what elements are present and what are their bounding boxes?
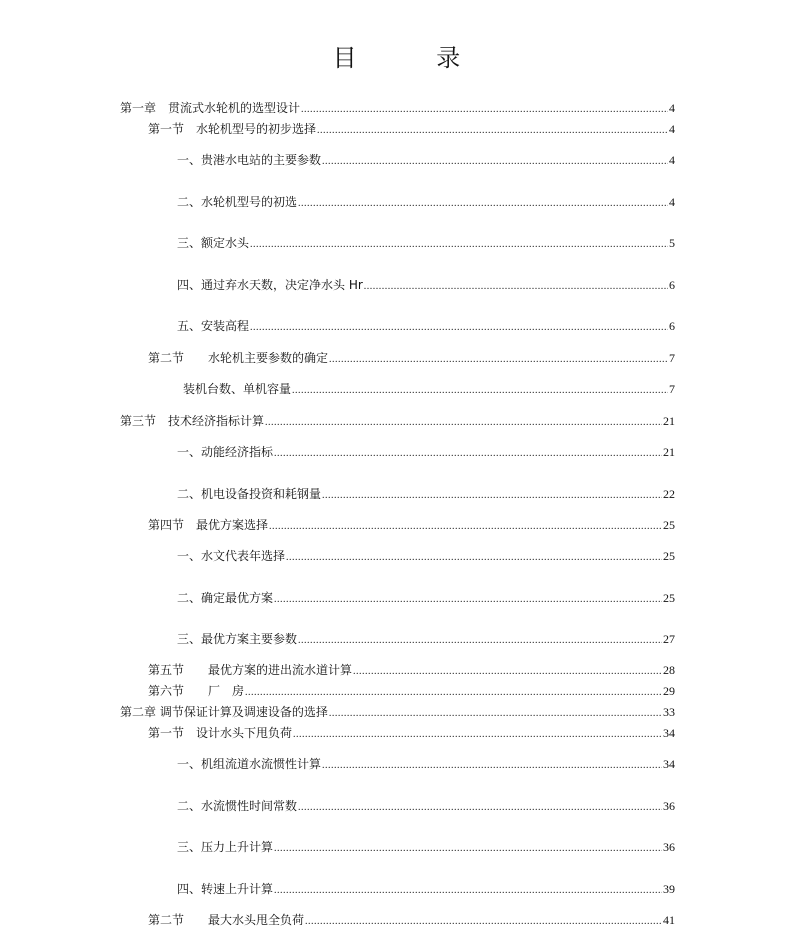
toc-entry-label: 第一节 水轮机型号的初步选择	[148, 122, 317, 136]
toc-page-number: 34	[663, 726, 675, 740]
toc-entry-subsection[interactable]	[177, 548, 675, 564]
toc-page-number: 27	[663, 632, 675, 646]
dot-leader	[364, 279, 668, 295]
toc-page-number: 36	[663, 799, 675, 813]
dot-leader	[293, 727, 662, 743]
toc-entry-subsection[interactable]	[177, 798, 675, 814]
toc-entry-label: 第一节 设计水头下甩负荷	[148, 726, 293, 740]
toc-entry-section[interactable]	[148, 725, 675, 741]
dot-leader	[329, 706, 662, 722]
toc-entry-subsection[interactable]	[177, 152, 675, 168]
toc-entry-subsection[interactable]	[177, 194, 675, 210]
dot-leader	[322, 154, 668, 170]
toc-entry-subsection[interactable]	[177, 318, 675, 334]
dot-leader	[265, 415, 662, 431]
toc-page-number: 25	[663, 518, 675, 532]
toc-page-number: 4	[669, 101, 675, 115]
toc-page-number: 22	[663, 487, 675, 501]
toc-page-number: 7	[669, 351, 675, 365]
toc-entry-label: 一、贵港水电站的主要参数	[177, 153, 322, 167]
toc-page-number: 4	[669, 122, 675, 136]
toc-entry-label: 四、通过弃水天数，决定净水头 Hr	[177, 278, 363, 292]
toc-entry-label: 四、转速上升计算	[177, 882, 274, 896]
toc-entry-section[interactable]	[148, 912, 675, 928]
toc-entry-label: 第一章 贯流式水轮机的选型设计	[120, 101, 301, 115]
dot-leader	[286, 550, 662, 566]
toc-entry-label: 第四节 最优方案选择	[148, 518, 269, 532]
toc-page-number: 21	[663, 445, 675, 459]
toc-entry-label: 二、机电设备投资和耗钢量	[177, 487, 322, 501]
toc-entry-label: 二、水流惯性时间常数	[177, 799, 298, 813]
toc-page-number: 33	[663, 705, 675, 719]
dot-leader	[317, 123, 668, 139]
toc-entry-label: 第二节 最大水头甩全负荷	[148, 913, 305, 927]
toc-entry-label: 二、确定最优方案	[177, 591, 274, 605]
toc-page-number: 39	[663, 882, 675, 896]
dot-leader	[301, 102, 668, 118]
toc-entry-label: 第五节 最优方案的进出流水道计算	[148, 663, 353, 677]
toc-entry-label: 五、安装高程	[177, 319, 250, 333]
toc-entry-label: 装机台数、单机容量	[183, 382, 292, 396]
toc-page-number: 21	[663, 414, 675, 428]
dot-leader	[274, 446, 662, 462]
toc-page-number: 36	[663, 840, 675, 854]
dot-leader	[322, 488, 662, 504]
page-title: 目 录	[332, 44, 497, 72]
dot-leader	[274, 841, 662, 857]
toc-entry-label: 三、压力上升计算	[177, 840, 274, 854]
toc-entry-subsection[interactable]	[183, 381, 675, 397]
toc-entry-section[interactable]	[120, 413, 675, 429]
toc-entry-subsection[interactable]	[177, 444, 675, 460]
toc-entry-subsection[interactable]	[177, 590, 675, 606]
toc-entry-section[interactable]	[148, 350, 675, 366]
toc-page-number: 6	[669, 278, 675, 292]
dot-leader	[298, 633, 662, 649]
toc-entry-section[interactable]	[148, 683, 675, 699]
toc-entry-label: 第三节 技术经济指标计算	[120, 414, 265, 428]
toc-entry-label: 三、最优方案主要参数	[177, 632, 298, 646]
toc-page-number: 41	[663, 913, 675, 927]
dot-leader	[298, 196, 668, 212]
toc-entry-section[interactable]	[148, 517, 675, 533]
toc-page-number: 28	[663, 663, 675, 677]
toc-page-number: 25	[663, 591, 675, 605]
toc-entry-label: 第二章 调节保证计算及调速设备的选择	[120, 705, 328, 719]
toc-entry-label: 一、机组流道水流惯性计算	[177, 757, 322, 771]
toc-entry-subsection[interactable]	[177, 631, 675, 647]
toc-entry-section[interactable]	[148, 662, 675, 678]
toc-entry-chapter-1[interactable]	[120, 100, 675, 116]
toc-entry-subsection[interactable]	[177, 881, 675, 897]
dot-leader	[298, 800, 662, 816]
toc-entry-label: 一、水文代表年选择	[177, 549, 286, 563]
toc-page-number: 25	[663, 549, 675, 563]
toc-page-number: 5	[669, 236, 675, 250]
dot-leader	[329, 352, 668, 368]
toc-page-number: 34	[663, 757, 675, 771]
dot-leader	[353, 664, 662, 680]
dot-leader	[274, 592, 662, 608]
dot-leader	[245, 685, 662, 701]
toc-entry-section[interactable]	[148, 121, 675, 137]
dot-leader	[322, 758, 662, 774]
toc-page-number: 29	[663, 684, 675, 698]
dot-leader	[250, 237, 668, 253]
dot-leader	[305, 914, 662, 930]
toc-page-number: 4	[669, 153, 675, 167]
toc-entry-label: 三、额定水头	[177, 236, 250, 250]
toc-entry-label: 第二节 水轮机主要参数的确定	[148, 351, 329, 365]
dot-leader	[269, 519, 662, 535]
dot-leader	[292, 383, 668, 399]
toc-entry-chapter-2[interactable]	[120, 704, 675, 720]
dot-leader	[250, 320, 668, 336]
toc-entry-subsection[interactable]	[177, 277, 675, 293]
toc-entry-label: 一、动能经济指标	[177, 445, 274, 459]
toc-page-number: 4	[669, 195, 675, 209]
toc-entry-subsection[interactable]	[177, 235, 675, 251]
dot-leader	[274, 883, 662, 899]
toc-page-number: 7	[669, 382, 675, 396]
toc-entry-subsection[interactable]	[177, 756, 675, 772]
toc-entry-label: 二、水轮机型号的初选	[177, 195, 298, 209]
toc-entry-label: 第六节 厂 房	[148, 684, 245, 698]
toc-page-number: 6	[669, 319, 675, 333]
toc-entry-subsection[interactable]	[177, 839, 675, 855]
toc-entry-subsection[interactable]	[177, 486, 675, 502]
